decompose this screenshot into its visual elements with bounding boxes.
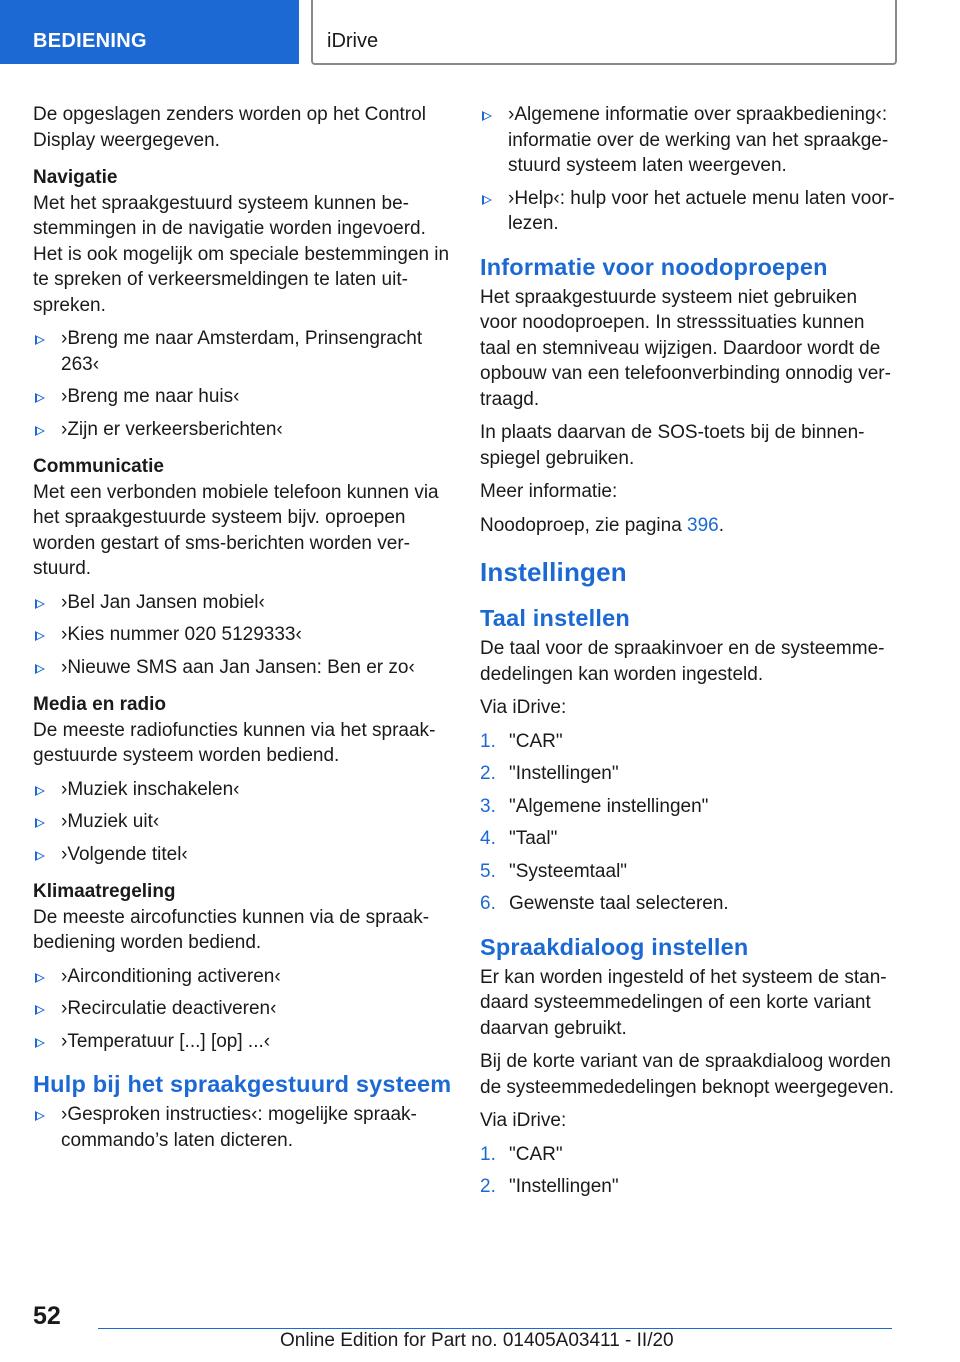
dialoog-via: Via iDrive: <box>480 1110 567 1131</box>
triangle-bullet-icon <box>482 111 492 121</box>
subheading-klimaat: Klimaatregeling <box>33 881 176 902</box>
triangle-bullet-icon <box>35 599 45 609</box>
section-title: BEDIENING <box>33 30 147 52</box>
step-item: 4. "Taal" <box>480 828 558 849</box>
media-commands <box>33 777 453 868</box>
triangle-bullet-icon <box>35 851 45 861</box>
triangle-bullet-icon <box>35 631 45 641</box>
hulp-commands-continued <box>480 102 898 237</box>
noodoproep-reference: Noodoproep, zie pagina 396. <box>480 514 725 536</box>
step-item: 3. "Algemene instellingen" <box>480 795 709 817</box>
taal-text: De taal voor de spraakinvoer en de systeemmededelingen kan worden ingesteld. <box>480 638 885 685</box>
triangle-bullet-icon <box>35 426 45 436</box>
heading-taal: Taal instellen <box>480 605 630 631</box>
list-item: ›Kies nummer 020 5129333‹ <box>33 622 453 648</box>
triangle-bullet-icon <box>35 786 45 796</box>
noodoproepen-text-3: Meer informatie: <box>480 481 618 502</box>
dialoog-text-2: Bij de korte variant van de spraakdialoog worden de systeemmededelingen beknopt weergegeven. <box>480 1051 895 1098</box>
klimaat-text: De meeste aircofuncties kunnen via de spraakbediening worden bediend. <box>33 906 430 953</box>
triangle-bullet-icon <box>35 818 45 828</box>
triangle-bullet-icon <box>35 1111 45 1121</box>
step-item: 2. "Instellingen" <box>480 1176 619 1197</box>
page-number: 52 <box>33 1302 61 1330</box>
intro-text: De opgeslagen zenders worden op het Control Display weergegeven. <box>33 104 426 151</box>
topic-tab <box>311 0 897 65</box>
list-item: ›Airconditioning activeren‹ <box>33 964 453 990</box>
left-column <box>33 102 453 1163</box>
heading-dialoog: Spraakdialoog instellen <box>480 933 749 960</box>
dialoog-text-1: Er kan worden ingesteld of het systeem de standaard systeemmedelingen of een korte variant daarvan gebruikt. <box>480 966 887 1039</box>
taal-steps <box>480 729 898 917</box>
step-item: 5. "Systeemtaal" <box>480 860 628 882</box>
communicatie-commands <box>33 590 453 681</box>
triangle-bullet-icon <box>482 195 492 205</box>
noodoproepen-text-2: In plaats daarvan de SOS-toets bij de binnenspiegel gebruiken. <box>480 422 865 469</box>
list-item: ›Help‹: hulp voor het actuele menu laten voorlezen. <box>480 186 898 237</box>
list-item: ›Breng me naar huis‹ <box>33 384 453 410</box>
taal-via: Via iDrive: <box>480 697 567 718</box>
heading-instellingen: Instellingen <box>480 557 627 587</box>
edition-footer: Online Edition for Part no. 01405A03411 - II/20 <box>280 1330 674 1351</box>
page-link-396[interactable]: 396 <box>687 514 719 536</box>
list-item: ›Muziek inschakelen‹ <box>33 777 453 803</box>
list-item: ›Temperatuur [...] [op] ...‹ <box>33 1029 453 1055</box>
dialoog-steps <box>480 1142 898 1200</box>
triangle-bullet-icon <box>35 393 45 403</box>
list-item: ›Nieuwe SMS aan Jan Jansen: Ben er zo‹ <box>33 655 453 681</box>
list-item: ›Gesproken instructies‹: mogelijke spraakcommando’s laten dicteren. <box>33 1102 453 1153</box>
list-item: ›Algemene informatie over spraakbediening‹: informatie over de werking van het spraakgestuurd systeem laten weergeven. <box>480 102 898 179</box>
step-item: 2. "Instellingen" <box>480 763 619 784</box>
communicatie-text: Met een verbonden mobiele telefoon kunnen via het spraakgestuurde systeem bijv. oproepen worden gestart of sms-berichten worden verstuurd. <box>33 481 439 579</box>
section-tab <box>0 0 299 64</box>
klimaat-commands <box>33 964 453 1055</box>
heading-noodoproepen: Informatie voor noodoproepen <box>480 253 828 280</box>
step-item: 6. Gewenste taal selecteren. <box>480 893 729 914</box>
list-item: ›Recirculatie deactiveren‹ <box>33 996 453 1022</box>
triangle-bullet-icon <box>35 973 45 983</box>
list-item: ›Muziek uit‹ <box>33 809 453 835</box>
triangle-bullet-icon <box>35 1038 45 1048</box>
triangle-bullet-icon <box>35 1005 45 1015</box>
navigatie-text: Met het spraakgestuurd systeem kunnen bestemmingen in de navigatie worden ingevoerd. Het is ook mogelijk om speciale bestemmingen in te spreken of verkeersmeldingen te laten uitspreken. <box>33 192 450 316</box>
navigatie-commands <box>33 326 453 442</box>
step-item: 1. "CAR" <box>480 730 563 752</box>
hulp-commands <box>33 1102 453 1153</box>
triangle-bullet-icon <box>35 335 45 345</box>
noodoproepen-text-1: Het spraakgestuurde systeem niet gebruiken voor noodoproepen. In stresssituaties kunnen taal en stemniveau wijzigen. Daardoor wordt de opbouw van een telefoonverbinding onnodig vertraagd. <box>480 286 891 410</box>
list-item: ›Zijn er verkeersberichten‹ <box>33 417 453 443</box>
heading-hulp: Hulp bij het spraakgestuurd systeem <box>33 1071 452 1097</box>
media-text: De meeste radiofuncties kunnen via het spraakgestuurde systeem worden bediend. <box>33 719 436 766</box>
list-item: ›Bel Jan Jansen mobiel‹ <box>33 590 453 616</box>
topic-title: iDrive <box>327 30 379 52</box>
list-item: ›Breng me naar Amsterdam, Prinsengracht 263‹ <box>33 326 453 377</box>
list-item: ›Volgende titel‹ <box>33 842 453 868</box>
subheading-media: Media en radio <box>33 694 167 715</box>
subheading-navigatie: Navigatie <box>33 167 118 188</box>
subheading-communicatie: Communicatie <box>33 456 164 477</box>
triangle-bullet-icon <box>35 664 45 674</box>
step-item: 1. "CAR" <box>480 1143 563 1165</box>
footer-divider <box>98 1328 892 1329</box>
right-column <box>480 102 898 1210</box>
